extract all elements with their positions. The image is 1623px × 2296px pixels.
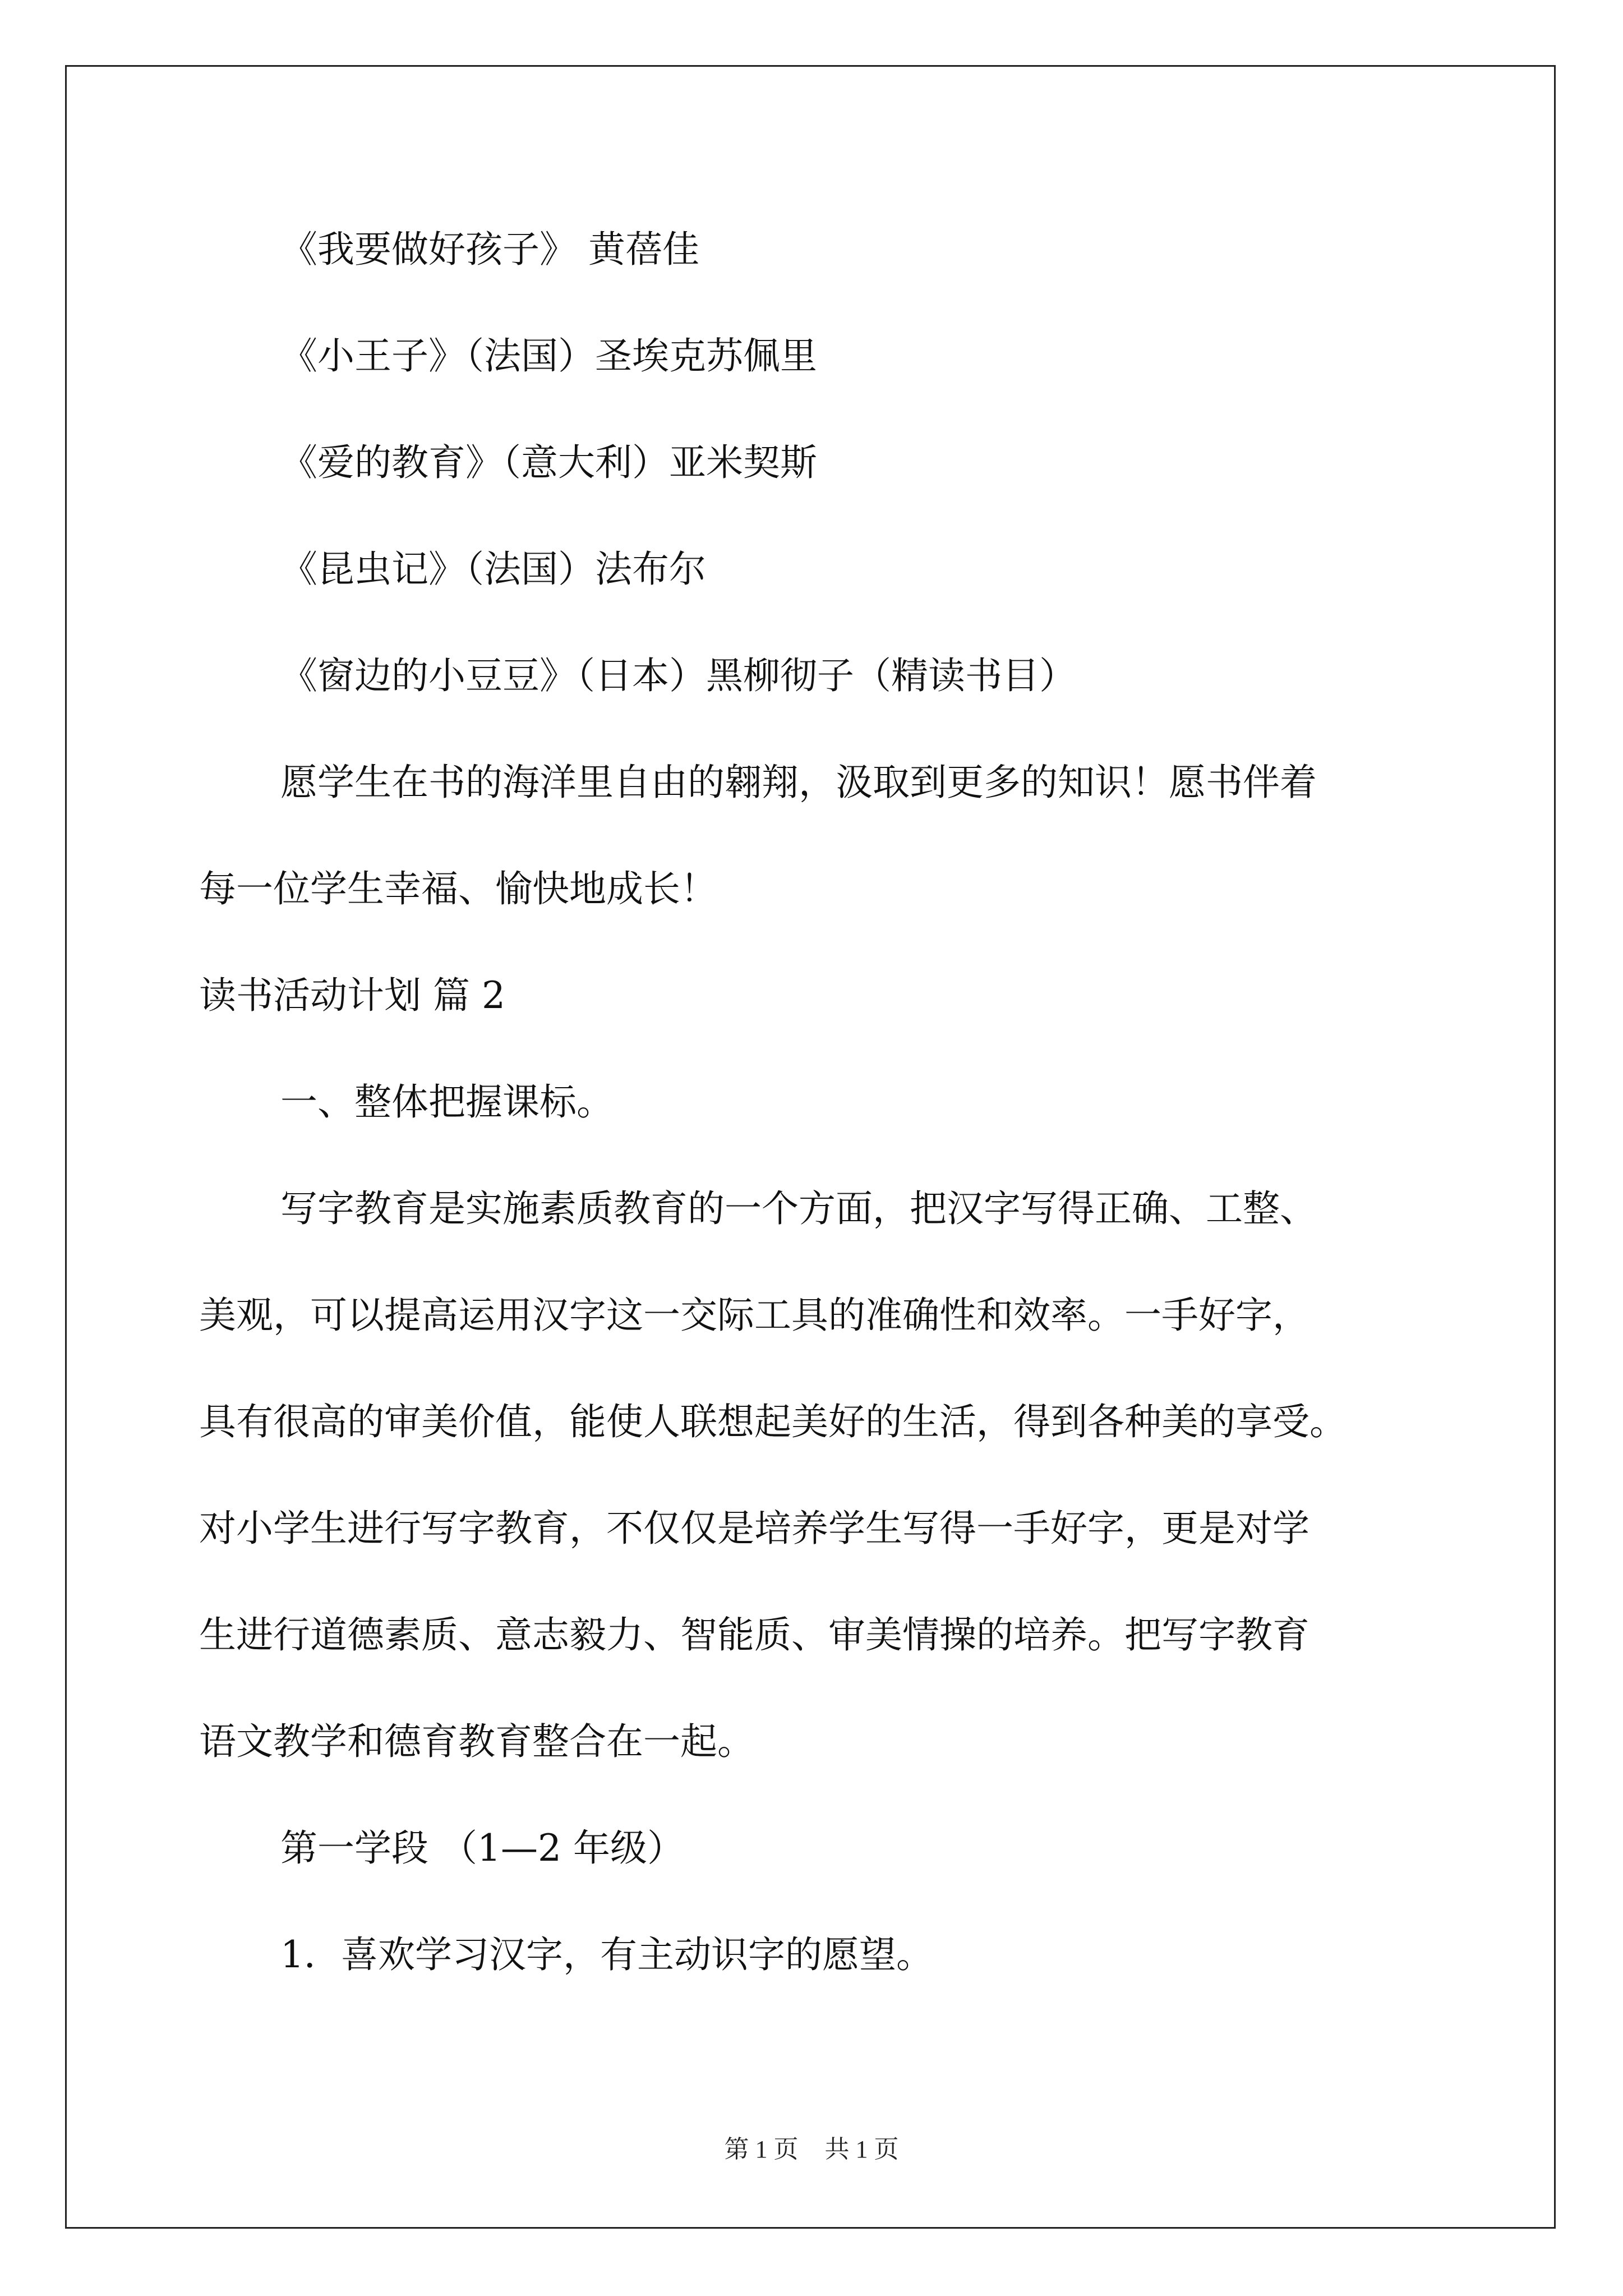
paragraph-line: 具有很高的审美价值，能使人联想起美好的生活，得到各种美的享受。 [199,1400,1347,1443]
section-title: 读书活动计划 篇 2 [199,974,505,1017]
book-item: 《窗边的小豆豆》（日本）黑柳彻子（精读书目） [280,654,1076,697]
subheading: 一、整体把握课标。 [280,1080,614,1124]
paragraph-line: 对小学生进行写字教育，不仅仅是培养学生写得一手好字，更是对学 [199,1507,1310,1550]
paragraph-line: 美观，可以提高运用汉字这一交际工具的准确性和效率。一手好字， [199,1294,1310,1337]
page-number: 第 1 页 [724,2136,799,2163]
paragraph-line: 生进行道德素质、意志毅力、智能质、审美情操的培养。把写字教育 [199,1613,1310,1657]
closing-line: 愿学生在书的海洋里自由的翱翔，汲取到更多的知识！愿书伴着 [280,761,1317,804]
page-footer [0,2129,1623,2165]
book-item: 《小王子》（法国）圣埃克苏佩里 [280,334,817,378]
list-item: 1．喜欢学习汉字，有主动识字的愿望。 [280,1933,933,1976]
book-item: 《昆虫记》（法国）法布尔 [280,547,706,591]
paragraph-line: 语文教学和德育教育整合在一起。 [199,1720,754,1763]
book-item: 《爱的教育》（意大利）亚米契斯 [280,441,817,484]
page-border [65,65,1556,2229]
paragraph-line: 写字教育是实施素质教育的一个方面，把汉字写得正确、工整、 [280,1187,1317,1230]
closing-line: 每一位学生幸福、愉快地成长！ [199,867,717,910]
page-total: 共 1 页 [824,2136,899,2163]
book-item: 《我要做好孩子》 黄蓓佳 [280,228,699,271]
stage-heading: 第一学段 （1—2 年级） [280,1826,684,1870]
